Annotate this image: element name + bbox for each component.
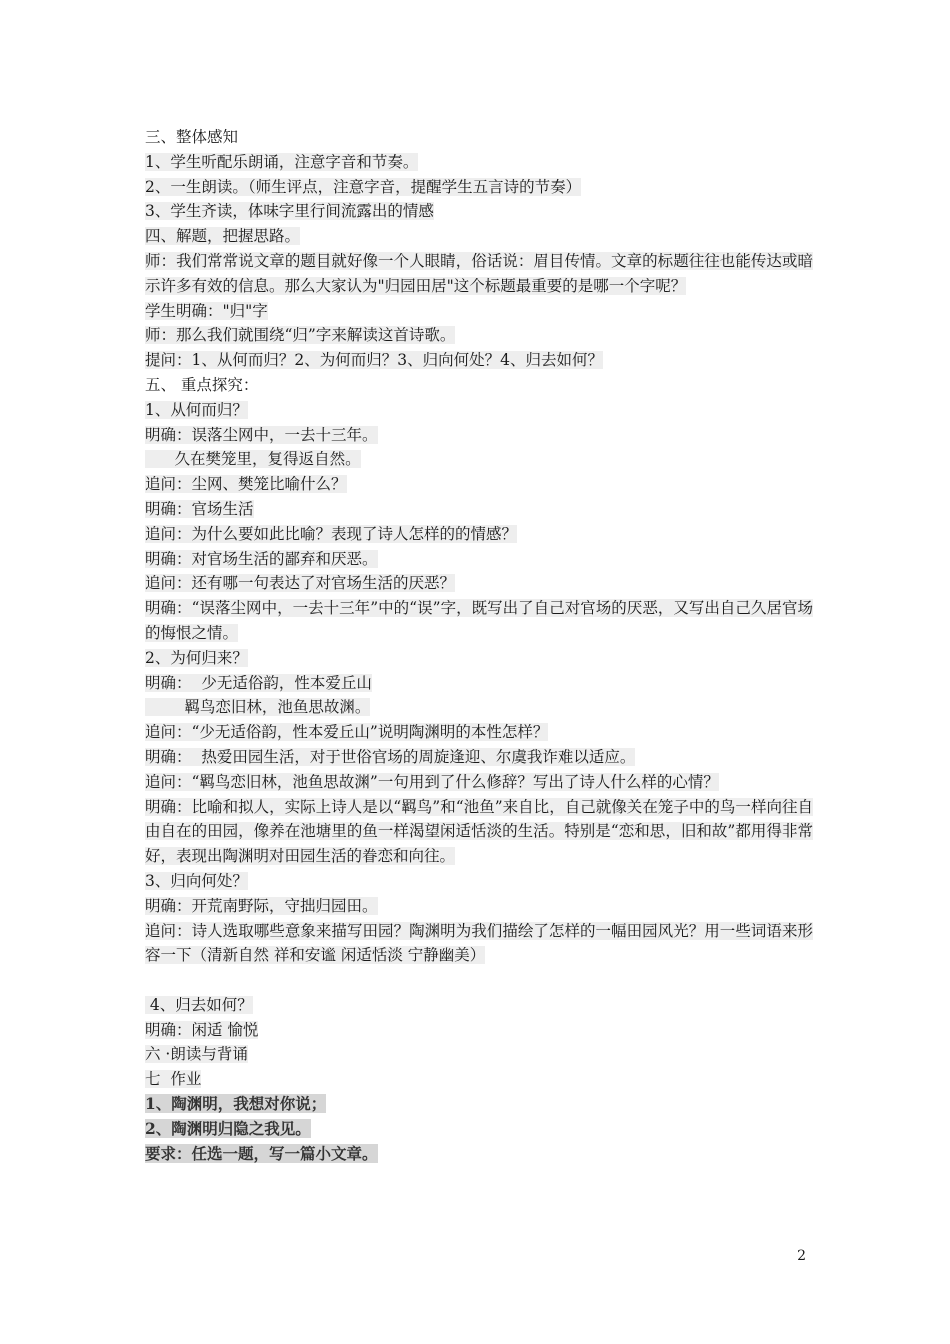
text-line: 2、为何归来？: [145, 648, 248, 667]
text-line: 久在樊笼里，复得返自然。: [145, 450, 361, 469]
text-paragraph: 明确：“误落尘网中，一去十三年”中的“误”字，既写出了自己对官场的厌恶，又写出自己久居官场的悔恨之情。: [145, 599, 813, 642]
text-line: 羁鸟恋旧林，池鱼思故渊。: [145, 698, 371, 717]
text-line: 追问：“少无适俗韵，性本爱丘山”说明陶渊明的本性怎样？: [145, 723, 549, 742]
text-line: 3、归向何处？: [145, 871, 248, 890]
text-line: 师：那么我们就围绕“归”字来解读这首诗歌。: [145, 326, 456, 345]
text-line: 明确： 热爱田园生活，对于世俗官场的周旋逢迎、尔虞我诈难以适应。: [145, 747, 636, 766]
homework-item: 1、陶渊明，我想对你说；: [145, 1094, 327, 1114]
text-line: 2、一生朗读。（师生评点，注意字音，提醒学生五言诗的节奏）: [145, 177, 582, 196]
text-line: 提问：1、从何而归？2、为何而归？3、归向何处？4、归去如何？: [145, 351, 603, 370]
text-paragraph: 追问：诗人选取哪些意象来描写田园？陶渊明为我们描绘了怎样的一幅田园风光？用一些词语来形容一下（清新自然 祥和安谧 闲适恬淡 宁静幽美）: [145, 921, 813, 965]
blank-line: [145, 968, 813, 993]
section-heading-4: 四、解题，把握思路。: [145, 227, 301, 246]
section-heading-6: 六 ·朗读与背诵: [145, 1045, 248, 1064]
text-line: 追问：尘网、樊笼比喻什么？: [145, 475, 347, 494]
section-heading-3: 三、整体感知: [145, 128, 239, 146]
text-paragraph: 明确：比喻和拟人，实际上诗人是以“羁鸟”和“池鱼”来自比，自己就像关在笼子中的鸟一样向往自由自在的田园，像养在池塘里的鱼一样渴望闲适恬淡的生活。特别是“恋和思，旧和故”都用得非常好，表现出陶渊明对田园生活的眷恋和向往。: [145, 797, 813, 866]
text-line: 3、学生齐读，体味字里行间流露出的情感: [145, 202, 434, 221]
text-line: 4、归去如何？: [145, 995, 253, 1014]
text-line: 1、学生听配乐朗诵，注意字音和节奏。: [145, 152, 419, 171]
homework-requirement: 要求：任选一题，写一篇小文章。: [145, 1143, 378, 1163]
page-number: 2: [797, 1248, 806, 1264]
section-heading-5: 五、 重点探究：: [145, 375, 259, 394]
text-line: 追问：为什么要如此比喻？表现了诗人怎样的的情感？: [145, 524, 518, 543]
text-line: 学生明确："归"字: [145, 301, 268, 320]
text-line: 1、从何而归？: [145, 400, 248, 419]
section-heading-7: 七 作业: [145, 1070, 202, 1089]
text-line: 追问：“羁鸟恋旧林，池鱼思故渊”一句用到了什么修辞？写出了诗人什么样的心情？: [145, 772, 719, 791]
text-line: 明确： 少无适俗韵，性本爱丘山: [145, 673, 372, 692]
text-line: 明确：官场生活: [145, 499, 254, 518]
text-line: 明确：误落尘网中，一去十三年。: [145, 425, 378, 444]
text-line: 明确：对官场生活的鄙弃和厌恶。: [145, 549, 378, 568]
document-body: [145, 125, 813, 1166]
text-paragraph: 师：我们常常说文章的题目就好像一个人眼睛，俗话说：眉目传情。文章的标题往往也能传达或暗示许多有效的信息。那么大家认为"归园田居"这个标题最重要的是哪一个字呢？: [145, 251, 813, 295]
homework-item: 2、陶渊明归隐之我见。: [145, 1118, 311, 1138]
text-line: 追问：还有哪一句表达了对官场生活的厌恶？: [145, 574, 456, 593]
text-line: 明确：开荒南野际，守拙归园田。: [145, 896, 378, 915]
text-line: 明确：闲适 愉悦: [145, 1020, 259, 1039]
